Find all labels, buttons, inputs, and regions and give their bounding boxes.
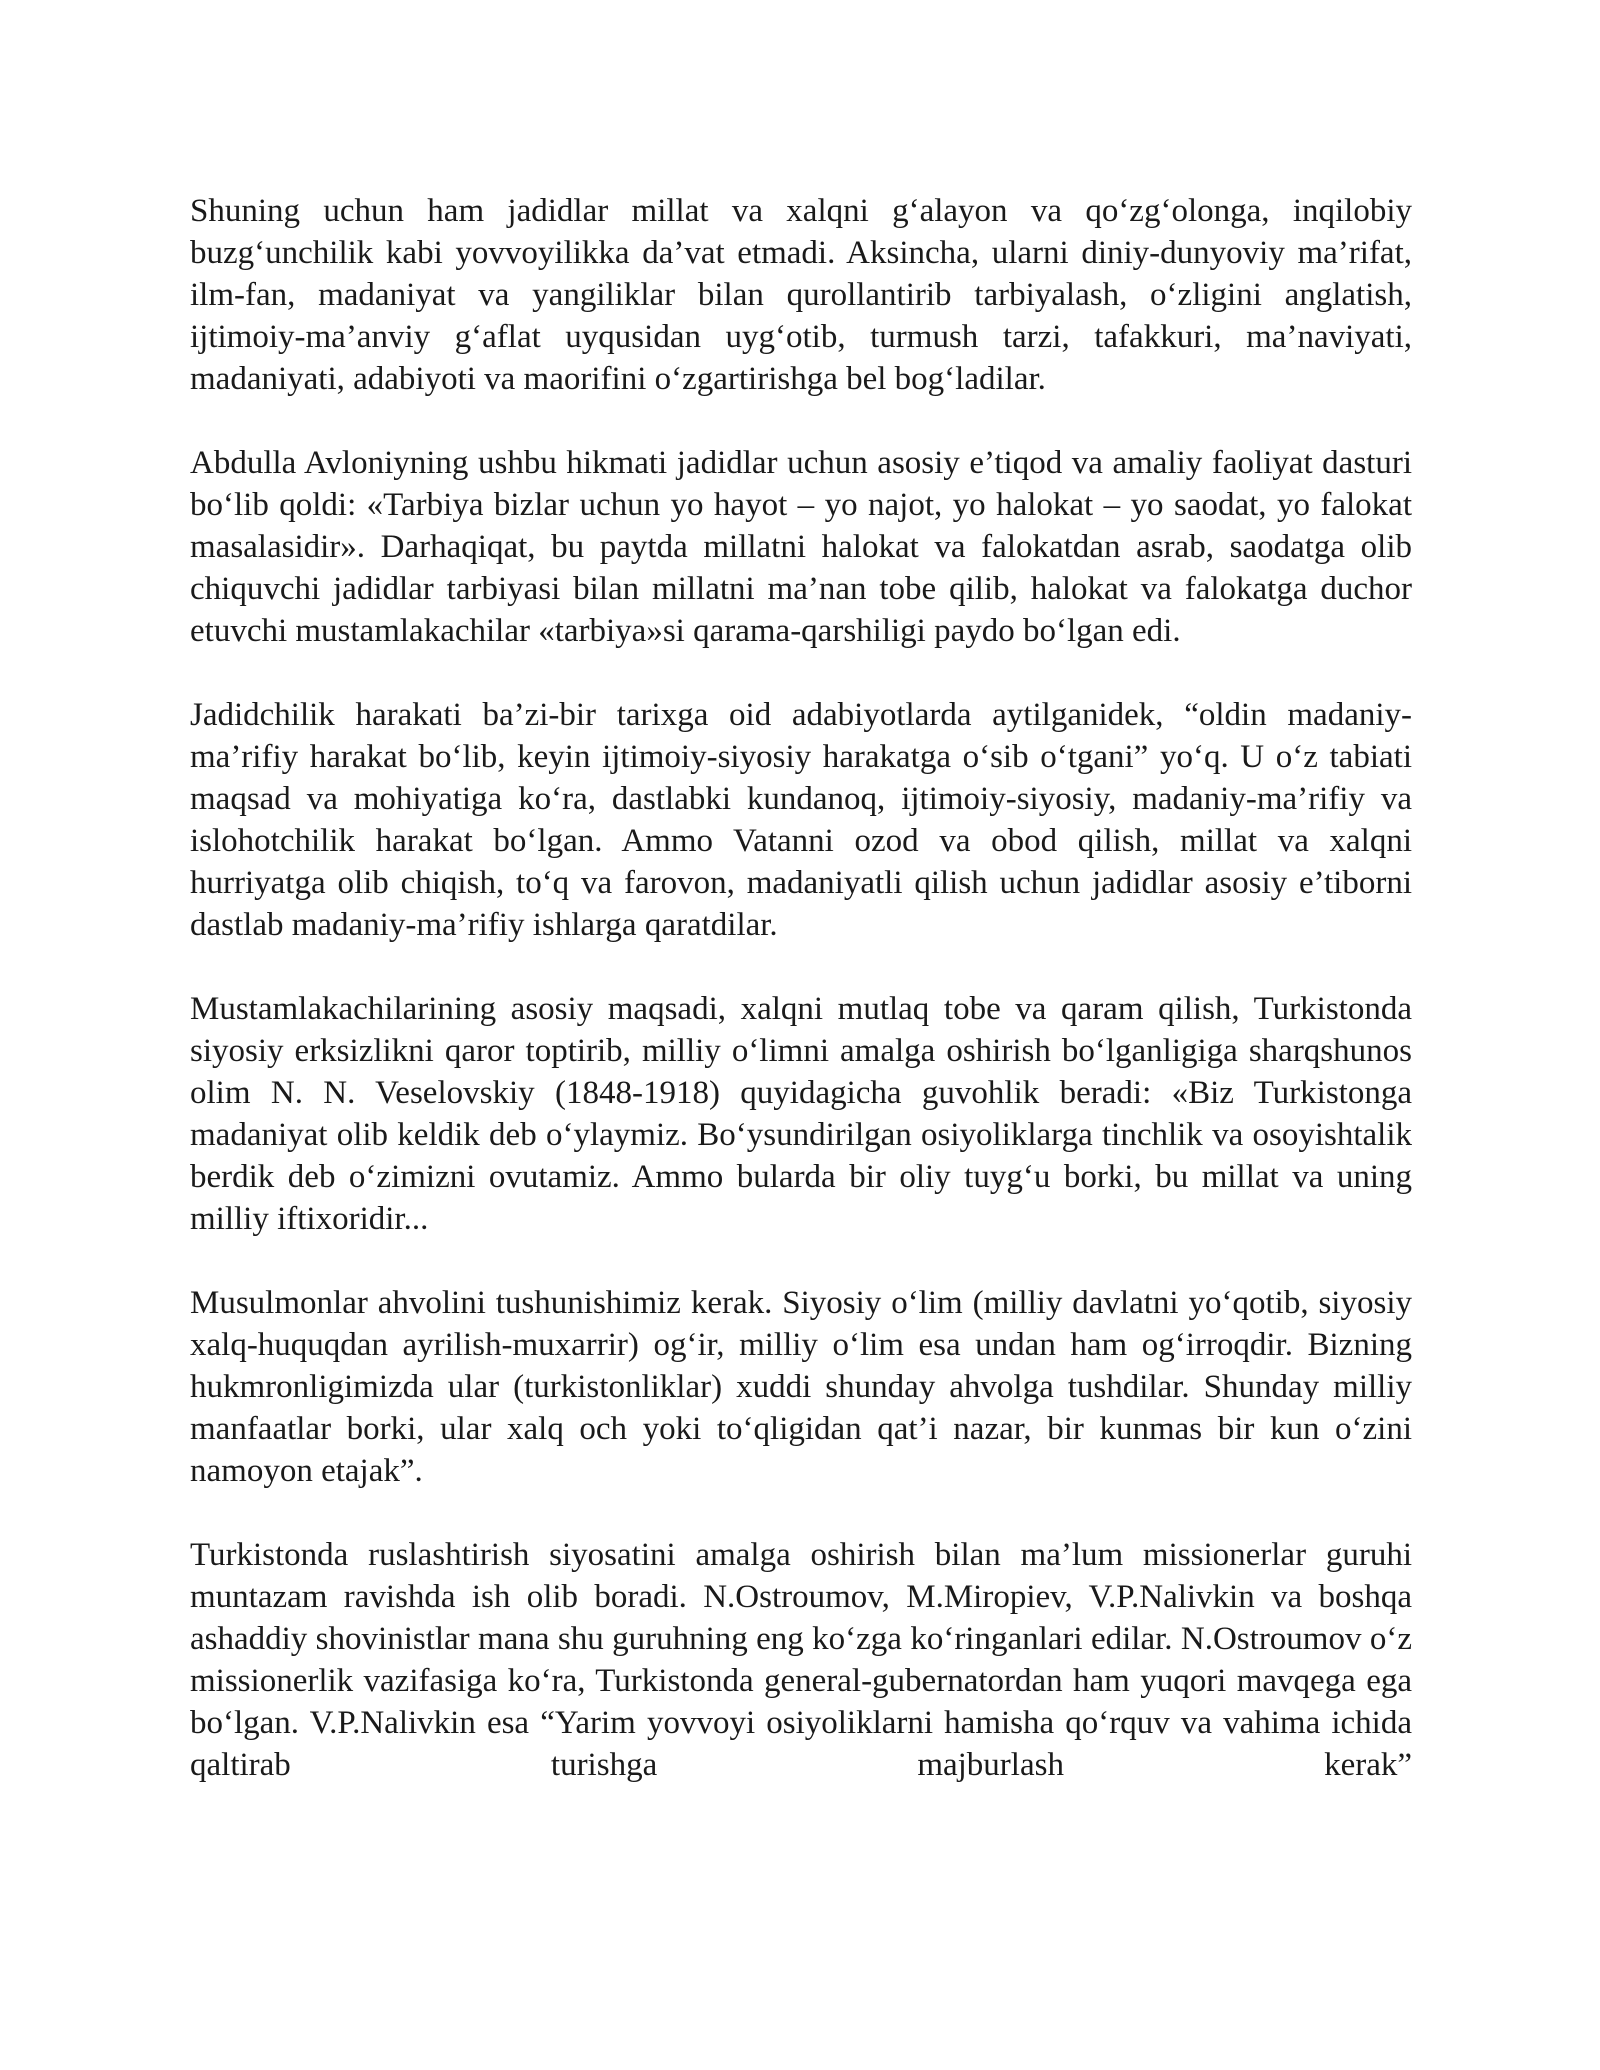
paragraph-1: Shuning uchun ham jadidlar millat va xalqni g‘alayon va qo‘zg‘olonga, inqilobiy buzg‘unchilik kabi yovvoyilikka da’vat etmadi. Aksincha, ularni diniy-dunyoviy ma’rifat, ilm-fan, madaniyat va yangiliklar bilan qurollantirib tarbiyalash, o‘zligini anglatish, ijtimoiy-ma’anviy g‘aflat uyqusidan uyg‘otib, turmush tarzi, tafakkuri, ma’naviyati, madaniyati, adabiyoti va maorifini o‘zgartirishga bel bog‘ladilar.	[190, 193, 1412, 397]
paragraph-5: Musulmonlar ahvolini tushunishimiz kerak. Siyosiy o‘lim (milliy davlatni yo‘qotib, siyosiy xalq-huquqdan ayrilish-muxarrir) og‘ir, milliy o‘lim esa undan ham og‘irroqdir. Bizning hukmronligimizda ular (turkistonliklar) xuddi shunday ahvolga tushdilar. Shunday milliy manfaatlar borki, ular xalq och yoki to‘qligidan qat’i nazar, bir kunmas bir kun o‘zini namoyon etajak”.	[190, 1285, 1412, 1489]
document-body	[190, 190, 1412, 1786]
paragraph-2: Abdulla Avloniyning ushbu hikmati jadidlar uchun asosiy e’tiqod va amaliy faoliyat dasturi bo‘lib qoldi: «Tarbiya bizlar uchun yo hayot – yo najot, yo halokat – yo saodat, yo falokat masalasidir». Darhaqiqat, bu paytda millatni halokat va falokatdan asrab, saodatga olib chiquvchi jadidlar tarbiyasi bilan millatni ma’nan tobe qilib, halokat va falokatga duchor etuvchi mustamlakachilar «tarbiya»si qarama-qarshiligi paydo bo‘lgan edi.	[190, 445, 1412, 649]
paragraph-6: Turkistonda ruslashtirish siyosatini amalga oshirish bilan ma’lum missionerlar guruhi muntazam ravishda ish olib boradi. N.Ostroumov, M.Miropiev, V.P.Nalivkin va boshqa ashaddiy shovinistlar mana shu guruhning eng ko‘zga ko‘ringanlari edilar. N.Ostroumov o‘z missionerlik vazifasiga ko‘ra, Turkistonda general-gubernatordan ham yuqori mavqega ega bo‘lgan. V.P.Nalivkin esa “Yarim yovvoyi osiyoliklarni hamisha qo‘rquv va vahima ichida qaltirab turishga majburlash kerak”	[190, 1537, 1412, 1783]
paragraph-3: Jadidchilik harakati ba’zi-bir tarixga oid adabiyotlarda aytilganidek, “oldin madaniy-ma’rifiy harakat bo‘lib, keyin ijtimoiy-siyosiy harakatga o‘sib o‘tgani” yo‘q. U o‘z tabiati maqsad va mohiyatiga ko‘ra, dastlabki kundanoq, ijtimoiy-siyosiy, madaniy-ma’rifiy va islohotchilik harakat bo‘lgan. Ammo Vatanni ozod va obod qilish, millat va xalqni hurriyatga olib chiqish, to‘q va farovon, madaniyatli qilish uchun jadidlar asosiy e’tiborni dastlab madaniy-ma’rifiy ishlarga qaratdilar.	[190, 697, 1412, 943]
paragraph-4: Mustamlakachilarining asosiy maqsadi, xalqni mutlaq tobe va qaram qilish, Turkistonda siyosiy erksizlikni qaror toptirib, milliy o‘limni amalga oshirish bo‘lganligiga sharqshunos olim N. N. Veselovskiy (1848-1918) quyidagicha guvohlik beradi: «Biz Turkistonga madaniyat olib keldik deb o‘ylaymiz. Bo‘ysundirilgan osiyoliklarga tinchlik va osoyishtalik berdik deb o‘zimizni ovutamiz. Ammo bularda bir oliy tuyg‘u borki, bu millat va uning milliy iftixoridir...	[190, 991, 1412, 1237]
